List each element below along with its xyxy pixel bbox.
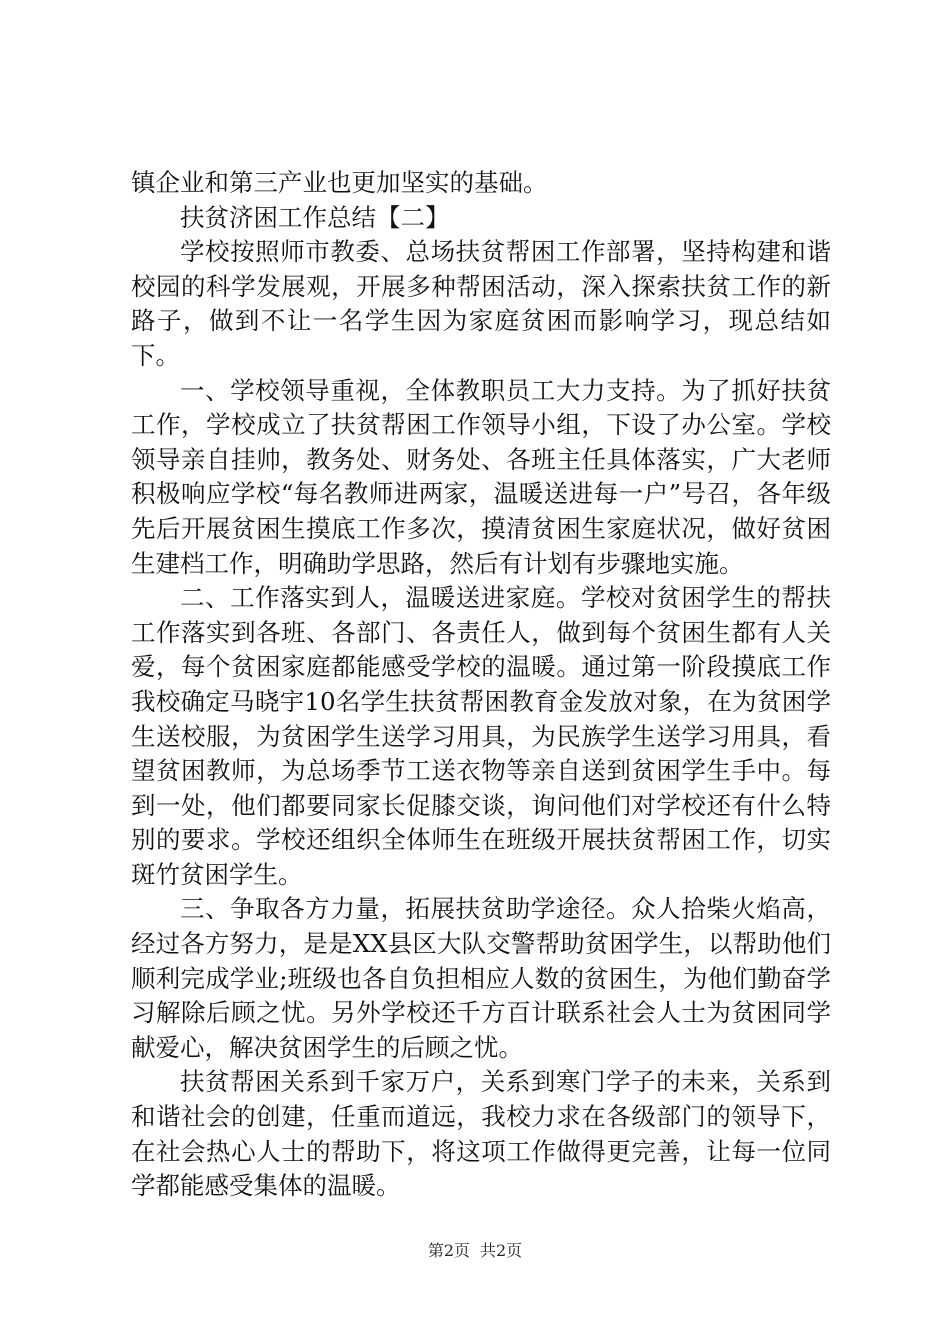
paragraph-continuation: 镇企业和第三产业也更加坚实的基础。	[131, 168, 548, 197]
paragraph-point-one: 一、学校领导重视，全体教职员工大力支持。为了抓好扶贫工作，学校成立了扶贫帮困工作领导小组，下设了办公室。学校领导亲自挂帅，教务处、财务处、各班主任具体落实，广大老师积极响应学校“每名教师进两家，温暖送进每一户”号召，各年级先后开展贫困生摸底工作多次，摸清贫困生家庭状况，做好贫困生建档工作，明确助学思路，然后有计划有步骤地实施。	[131, 375, 831, 578]
section-heading: 扶贫济困工作总结【二】	[180, 202, 450, 232]
paragraph-point-three: 三、争取各方力量，拓展扶贫助学途径。众人拾柴火焰高，经过各方努力，是是XX县区大队交警帮助贫困学生，以帮助他们顺利完成学业;班级也各自负担相应人数的贫困生，为他们勤奋学习解除后顾之忧。另外学校还千方百计联系社会人士为贫困同学献爱心，解决贫困学生的后顾之忧。	[131, 894, 831, 1062]
page-number: 第2页	[427, 1241, 470, 1260]
paragraph-intro: 学校按照师市教委、总场扶贫帮困工作部署，坚持构建和谐校园的科学发展观，开展多种帮困活动，深入探索扶贫工作的新路子，做到不让一名学生因为家庭贫困而影响学习，现总结如下。	[131, 237, 831, 370]
paragraph-conclusion: 扶贫帮困关系到千家万户，关系到寒门学子的未来，关系到和谐社会的创建，任重而道远，我校力求在各级部门的领导下，在社会热心人士的帮助下，将这项工作做得更完善，让每一位同学都能感受集体的温暖。	[131, 1067, 831, 1201]
document-body	[131, 166, 831, 1204]
page-footer	[0, 1241, 950, 1261]
paragraph-point-two: 二、工作落实到人，温暖送进家庭。学校对贫困学生的帮扶工作落实到各班、各部门、各责任人，做到每个贫困生都有人关爱，每个贫困家庭都能感受学校的温暖。通过第一阶段摸底工作我校确定马晓宇10名学生扶贫帮困教育金发放对象，在为贫困学生送校服，为贫困学生送学习用具，为民族学生送学习用具，看望贫困教师，为总场季节工送衣物等亲自送到贫困学生手中。每到一处，他们都要同家长促膝交谈，询问他们对学校还有什么特别的要求。学校还组织全体师生在班级开展扶贫帮困工作，切实斑竹贫困学生。	[131, 583, 831, 889]
page-total: 共2页	[480, 1241, 523, 1260]
